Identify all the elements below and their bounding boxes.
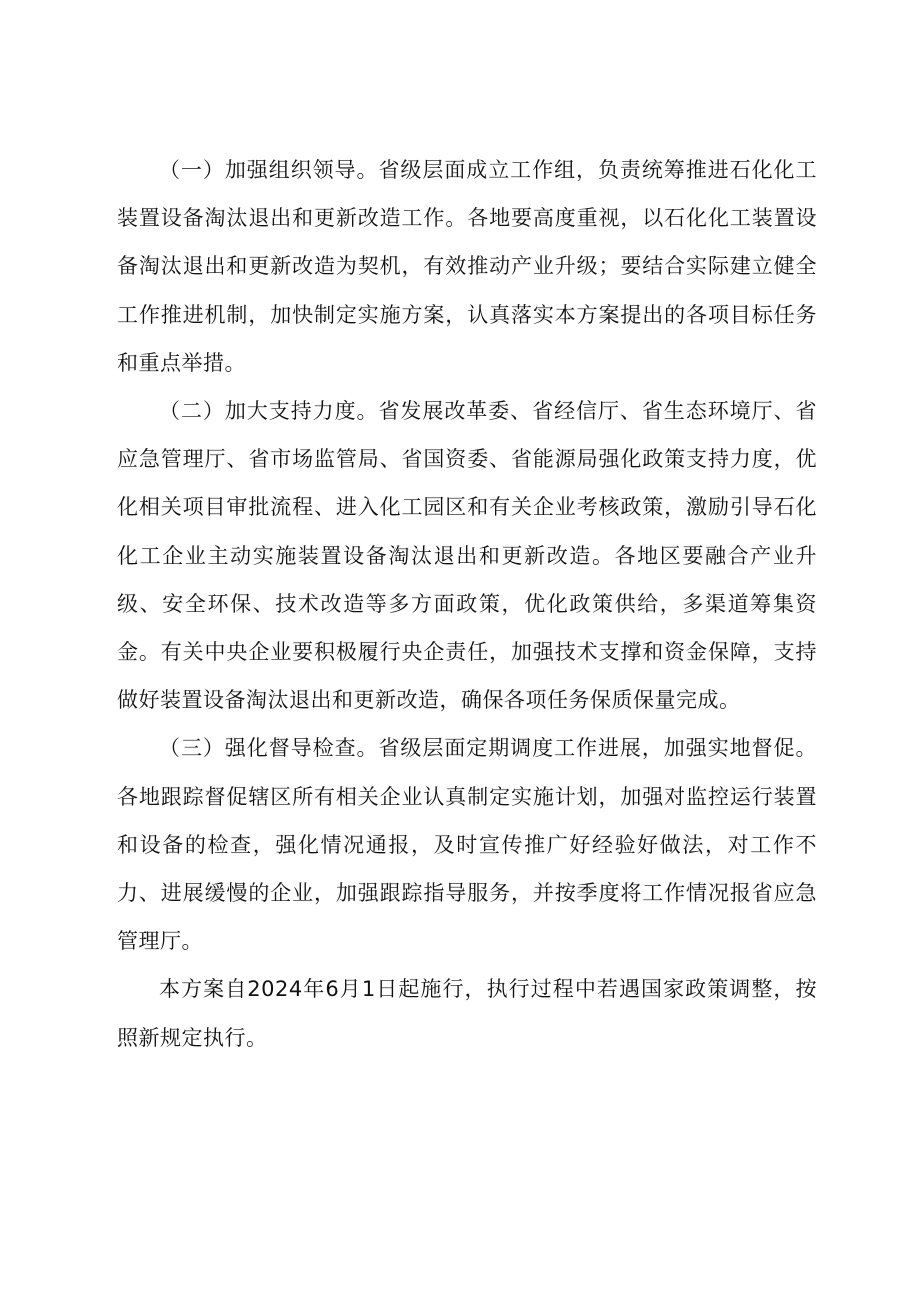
paragraph-support-strength: （二）加大支持力度。省发展改革委、省经信厅、省生态环境厅、省应急管理厅、省市场监管局、省国资委、省能源局强化政策支持力度，优化相关项目审批流程、进入化工园区和有关企业考核政策，激励引导石化化工企业主动实施装置设备淘汰退出和更新改造。各地区要融合产业升级、安全环保、技术改造等多方面政策，优化政策供给，多渠道筹集资金。有关中央企业要积极履行央企责任，加强技术支撑和资金保障，支持做好装置设备淘汰退出和更新改造，确保各项任务保质保量完成。 bbox=[117, 399, 817, 713]
document-body bbox=[117, 146, 817, 1062]
paragraph-effective-date: 本方案自2024年6月1日起施行，执行过程中若遇国家政策调整，按照新规定执行。 bbox=[117, 977, 817, 1050]
paragraph-supervision-inspection: （三）强化督导检查。省级层面定期调度工作进展，加强实地督促。各地跟踪督促辖区所有相关企业认真制定实施计划，加强对监控运行装置和设备的检查，强化情况通报，及时宣传推广好经验好做法，对工作不力、进展缓慢的企业，加强跟踪指导服务，并按季度将工作情况报省应急管理厅。 bbox=[117, 736, 817, 954]
paragraph-organization-leadership: （一）加强组织领导。省级层面成立工作组，负责统筹推进石化化工装置设备淘汰退出和更新改造工作。各地要高度重视，以石化化工装置设备淘汰退出和更新改造为契机，有效推动产业升级；要结合实际建立健全工作推进机制，加快制定实施方案，认真落实本方案提出的各项目标任务和重点举措。 bbox=[117, 158, 817, 375]
